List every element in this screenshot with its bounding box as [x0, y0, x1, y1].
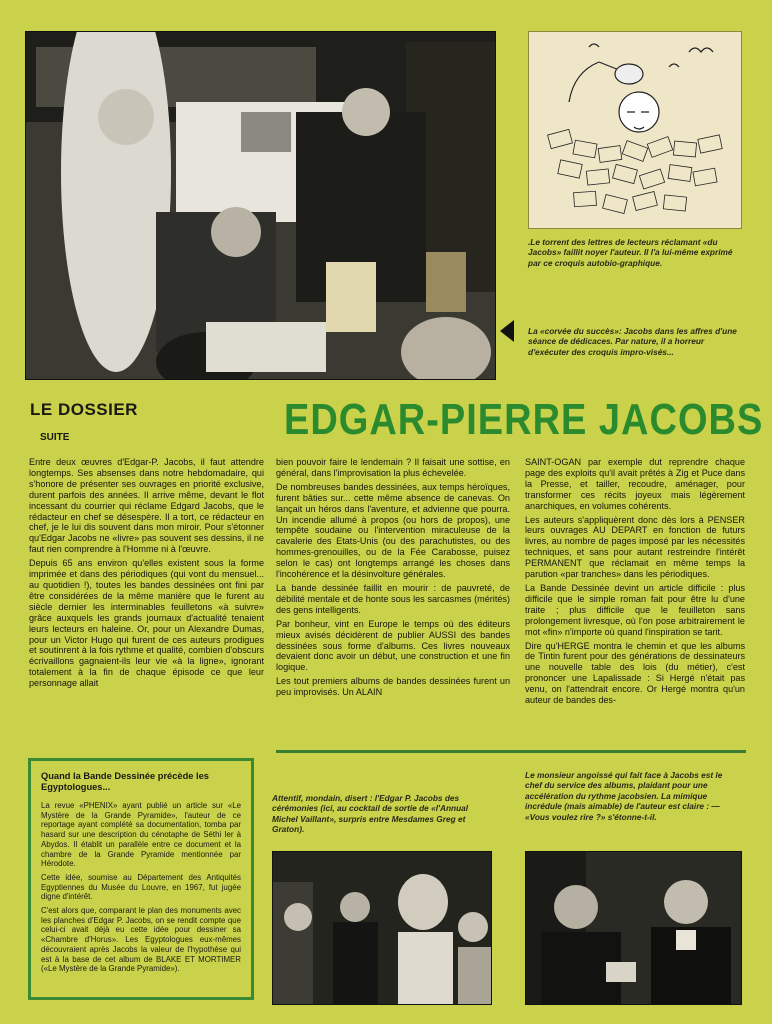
paragraph: Par bonheur, vint en Europe le temps où des éditeurs mieux avisés décidèrent de publier AUSSI des bandes dessinées sous forme d'albums. Ces livres nouveaux devaient donc avoir un début, une construction et une fin logique.: [276, 618, 510, 673]
paragraph: SAINT-OGAN par exemple dut reprendre chaque page des exploits qu'il avait prêtés à Zig et Puce dans la Presse, et tailler, recoudre, aménager, pour transformer ces récits joyeux mais légèrement anarchiques, en volumes cohérents.: [525, 457, 745, 511]
service-photo: [525, 851, 742, 1005]
paragraph: Entre deux œuvres d'Edgar-P. Jacobs, il faut attendre longtemps. Ses absenses dans notre hebdomadaire, qui s'honore de présenter ses ouvrages en priorité exclusive, durent parfois des années. Il arrive même, devant le flot incessant du courrier qui réclame Edgard Jacobs, que le rédacteur en chef se désespère. Il a tort, ce rédacteur en chef, je le lui dis souvent dans mon miroir. Pour s'étonner qu'Edgar Jacobs ne «livre» pas souvent ses dessins, il ne faut rien comprendre à l'Homme ni à l'œuvre.: [29, 457, 264, 555]
section-suite: SUITE: [40, 432, 70, 443]
cocktail-photo: [272, 851, 492, 1005]
paragraph: Les auteurs s'appliquèrent donc dès lors à PENSER leurs ouvrages AU DEPART en fonction de futurs livres, au nombre de pages imposé par les nécessités techniques, et sans pour autant restreindre l'intérêt PERMANENT que réclamait en même temps la parution «par tranches» dans les périodiques.: [525, 514, 745, 580]
sidebar-paragraph: Cette idée, soumise au Département des Antiquités Egyptiennes du Musée du Louvre, en 1967, fut jugée digne d'intérêt.: [41, 872, 241, 902]
paragraph: De nombreuses bandes dessinées, aux temps héroïques, furent bâties sur... cette même absence de canevas. On lançait un héros dans l'aventure, et advienne que pourra. Un incendie allumé à propos (ou hors de propos), une tempête soudaine ou l'intervention miraculeuse de la cavalerie des Etats-Unis (ou des parachutistes, ou des hommes-grenouilles, ou de la Fée Carabosse, puisez selon le cas) ont longtemps arrangé les choses dans l'incohérence et la désinvolture générales.: [276, 481, 510, 580]
paragraph: La bande dessinée faillit en mourir : de pauvreté, de débilité mentale et de honte sous les sarcasmes (mérités) des gens intelligents.: [276, 582, 510, 615]
sidebar-paragraph: C'est alors que, comparant le plan des monuments avec les planches d'Edgar P. Jacobs, on se rendit compte que celui-ci avait déjà eu cette idée pour dessiner sa «Chambre d'Horus». Les Egyptologues eux-mêmes découvraient après Jacobs la valeur de l'hypothèse qui est à la base de cet album de BLAKE ET MORTIMER («Le Mystère de la Grande Pyramide»).: [41, 906, 241, 974]
sidebar-box: [28, 758, 254, 1000]
service-caption: Le monsieur angoissé qui fait face à Jacobs est le chef du service des albums, plaidant pour une accélération du rythme jacobsien. La mimique incrédule (mais aimable) de l'auteur est claire : — «Vous voulez rire ?» s'étonne-t-il.: [525, 770, 723, 822]
left-arrow-icon: [500, 320, 514, 342]
cocktail-caption: Attentif, mondain, disert : l'Edgar P. Jacobs des cérémonies (ici, au cocktail de sortie de «l'Annual Michel Vaillant», surpris entre Mesdames Greg et Graton).: [272, 793, 469, 835]
article-column-2: [276, 457, 510, 701]
paragraph: Depuis 65 ans environ qu'elles existent sous la forme imprimée et dans des périodiques (qui vont du mensuel... au quotidien !), toutes les bandes dessinées ont fini par être considérées de la même manière que le furent au siècle dernier les interminables feuilletons «à suivre» grâce auxquels les grands journaux d'actualité tenaient leurs lecteurs en haleine. Or, pour un Alexandre Dumas, pour un Victor Hugo qui furent de ces auteurs prodigues et soutinrent à la fois rythme et qualité, combien d'obscurs écrivaillons gagnaient-ils leur vie «à la ligne», ignorant totalement à la fin de chaque épisode ce que leur personnage allait: [29, 558, 264, 689]
sidebar-paragraph: La revue «PHENIX» ayant publié un article sur «Le Mystère de la Grande Pyramide», l'auteur de ce reportage ayant complété sa documentation, tomba par hasard sur une description du cénotaphe de Séthi Ier à Abydos. Il établit un parallèle entre ce document et la chambre de la Grande Pyramide mentionnée par Hérodote.: [41, 801, 241, 869]
section-label: LE DOSSIER: [30, 400, 138, 419]
signing-photo: [25, 31, 496, 380]
section-divider: [276, 750, 746, 753]
paragraph: Dire qu'HERGE montra le chemin et que les albums de Tintin furent pour des générations de dessinateurs une nouvelle table des lois (du métier), c'est prononcer une Lapalissade : Si Hergé n'était pas venu, on l'attendrait encore. Or Hergé montra qu'un auteur de bandes des-: [525, 640, 745, 706]
paragraph: bien pouvoir faire le lendemain ? Il faisait une sottise, en général, dans l'improvisation la plus échevelée.: [276, 457, 510, 478]
article-column-1: [29, 457, 264, 692]
paragraph: La Bande Dessinée devint un article difficile : plus difficile que le simple roman fait pour être lu d'une traite ; plus difficile que le feuilleton sans prolongement livresque, où l'on pose arbitrairement le mot «fin» n'importe où quand l'inspiration se tarit.: [525, 582, 745, 637]
article-column-3: [525, 457, 745, 709]
signing-caption: La «corvée du succès»: Jacobs dans les affres d'une séance de dédicaces. Par nature, il a horreur d'exécuter des croquis impro-visés...: [528, 326, 737, 357]
article-title: EDGAR-PIERRE JACOBS: [284, 396, 764, 445]
sketch-caption: .Le torrent des lettres de lecteurs réclamant «du Jacobs» faillit noyer l'auteur. Il l'a lui-même exprimé par ce croquis autobio-graphique.: [528, 237, 733, 268]
sidebar-title: Quand la Bande Dessinée précède les Egyptologues...: [41, 771, 209, 792]
paragraph: Les tout premiers albums de bandes dessinées furent un peu improvisés. Un ALAIN: [276, 676, 510, 698]
autobiographical-sketch: [528, 31, 742, 229]
